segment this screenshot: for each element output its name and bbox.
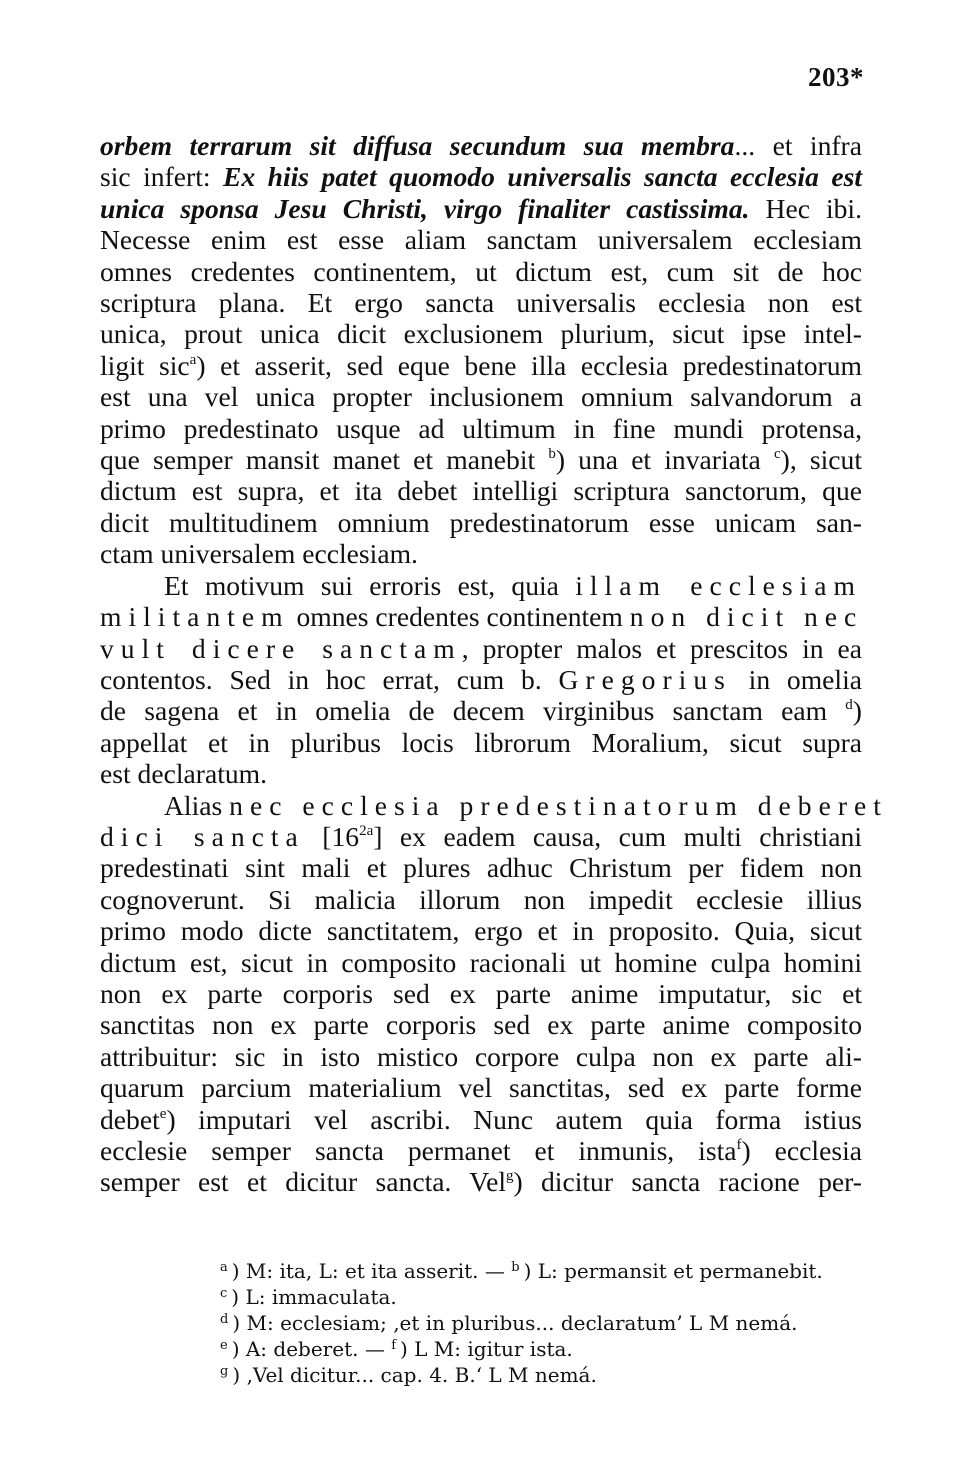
spaced-text: non dicit nec — [629, 601, 864, 633]
footnote-reference: f — [736, 1137, 742, 1153]
footnote — [220, 1258, 860, 1284]
text-line — [100, 633, 862, 664]
text-line — [100, 758, 862, 789]
italic-text: Ex hiis patet quomodo universalis sancta ecclesia est — [222, 161, 862, 193]
footnote — [220, 1336, 860, 1362]
text-line — [100, 664, 862, 695]
text-segment: , propter malos et prescitos in ea — [461, 632, 862, 664]
text-segment: predestinati sint mali et plures adhuc Christum per fidem non — [100, 852, 862, 884]
footnote-mark: c — [220, 1286, 228, 1301]
text-segment: sic infert: — [100, 161, 223, 193]
body-text — [100, 130, 888, 1198]
text-segment: non ex parte corporis sed ex parte anime imputatur, sic et — [100, 977, 862, 1009]
footnote-reference: g — [506, 1168, 514, 1185]
text-segment: ) et asserit, sed eque bene illa ecclesia predestinatorum — [196, 349, 862, 381]
spaced-text: Gregorius — [558, 663, 732, 695]
text-segment: appellat et in pluribus locis librorum Moralium, sicut supra — [100, 726, 862, 758]
text-segment: Necesse enim est esse aliam sanctam universalem ecclesiam — [100, 224, 862, 256]
spaced-text: nec ecclesia predestinatorum deberet — [229, 789, 888, 821]
italic-text: unica sponsa Jesu Christi, virgo finaliter castissima. — [100, 192, 750, 224]
text-line — [100, 727, 862, 758]
text-segment: ) — [852, 695, 862, 727]
text-line — [100, 413, 862, 444]
footnote-text: ) L M: igitur ista. — [400, 1337, 573, 1361]
spaced-text: militantem — [100, 601, 290, 633]
text-segment: ctam universalem ecclesiam. — [100, 538, 418, 570]
text-line — [100, 915, 862, 946]
text-segment: attribuitur: sic in isto mistico corpore culpa non ex parte ali- — [100, 1040, 862, 1072]
text-segment: ligit sic — [100, 349, 190, 381]
text-line — [100, 821, 862, 852]
text-line — [100, 224, 862, 255]
text-line — [100, 1041, 862, 1072]
text-segment: omnes credentes continentem, ut dictum est, cum sit de hoc — [100, 255, 862, 287]
text-line — [100, 947, 862, 978]
text-line — [100, 1166, 862, 1197]
text-line — [100, 130, 862, 161]
text-segment: Et motivum sui erroris est, quia — [164, 569, 576, 601]
text-segment: dicit multitudinem omnium predestinatorum esse unicam san- — [100, 506, 862, 538]
text-line — [100, 1072, 862, 1103]
spaced-text: dici sancta — [100, 820, 305, 852]
text-segment: dictum est, sicut in composito racionali ut homine culpa homini — [100, 946, 862, 978]
footnote-reference: d — [845, 697, 853, 714]
text-segment: debet — [100, 1103, 160, 1135]
text-line — [100, 475, 862, 506]
footnote-mark: e — [220, 1338, 228, 1353]
text-line — [100, 538, 862, 569]
text-segment: ) dicitur sancta racione per- — [513, 1166, 862, 1198]
footnote — [220, 1310, 860, 1336]
footnote-mark: b — [511, 1260, 520, 1275]
text-segment: Alias — [164, 789, 230, 821]
text-segment: est declaratum. — [100, 758, 268, 790]
text-line — [100, 444, 862, 475]
text-segment: omnes credentes continentem — [289, 601, 630, 633]
footnote-mark: g — [220, 1364, 229, 1379]
text-line — [100, 161, 862, 192]
footnote-reference: b — [548, 446, 556, 463]
footnote-reference: 2a — [359, 822, 374, 839]
footnote-text: ) L: immaculata. — [231, 1285, 397, 1309]
text-segment: est una vel unica propter inclusionem omnium salvandorum a — [100, 381, 862, 413]
text-line — [100, 695, 862, 726]
text-line — [100, 318, 862, 349]
text-line — [100, 193, 862, 224]
text-line — [100, 570, 862, 601]
footnote — [220, 1284, 860, 1310]
text-line — [100, 287, 862, 318]
text-segment: dictum est supra, et ita debet intelligi scriptura sanctorum, que — [100, 475, 862, 507]
text-segment: unica, prout unica dicit exclusionem plurium, sicut ipse intel- — [100, 318, 862, 350]
footnote-text: ) M: ita, L: et ita asserit. — — [231, 1259, 512, 1283]
spaced-text: illam ecclesiam — [575, 569, 862, 601]
text-segment: Hec ibi. — [749, 192, 862, 224]
text-segment: primo predestinato usque ad ultimum in fine mundi protensa, — [100, 412, 862, 444]
text-line — [100, 884, 862, 915]
text-segment: cognoverunt. Si malicia illorum non impedit ecclesie illius — [100, 883, 862, 915]
text-line — [100, 789, 888, 821]
text-segment: sanctitas non ex parte corporis sed ex parte anime composito — [100, 1009, 862, 1041]
footnote-reference: a — [189, 351, 197, 368]
footnote-text: ) M: ecclesiam; ‚et in pluribus... declaratum’ L M nemá. — [232, 1311, 798, 1335]
text-segment: in omelia — [731, 663, 862, 695]
footnote-mark: d — [220, 1312, 229, 1327]
text-line — [100, 507, 862, 538]
text-segment: quarum parcium materialium vel sanctitas, sed ex parte forme — [100, 1072, 862, 1104]
text-segment: semper est et dicitur sancta. Vel — [100, 1166, 506, 1198]
text-segment: [16 — [304, 820, 360, 852]
text-line — [100, 601, 862, 632]
text-segment: contentos. Sed in hoc errat, cum b. — [100, 663, 559, 695]
text-segment: ) imputari vel ascribi. Nunc autem quia forma istius — [166, 1103, 862, 1135]
page-number: 203* — [808, 62, 864, 92]
footnote-text: ) ‚Vel dicitur... cap. 4. B.‘ L M nemá. — [232, 1363, 597, 1387]
text-segment: de sagena et in omelia de decem virginibus sanctam eam — [100, 695, 846, 727]
text-segment: ... et infra — [734, 130, 862, 161]
text-line — [100, 978, 862, 1009]
text-line — [100, 256, 862, 287]
footnote-reference: c — [773, 446, 781, 463]
text-line — [100, 852, 862, 883]
text-segment: ecclesie semper sancta permanet et inmunis, ista — [100, 1135, 737, 1166]
text-segment: scriptura plana. Et ergo sancta universalis ecclesia non est — [100, 287, 862, 319]
text-segment: ] ex eadem causa, cum multi christiani — [373, 820, 862, 852]
footnote — [220, 1362, 860, 1388]
text-line — [100, 350, 862, 381]
text-segment: que semper mansit manet et manebit — [100, 444, 549, 476]
footnote-mark: a — [220, 1260, 228, 1275]
italic-text: orbem terrarum sit diffusa secundum sua membra — [100, 130, 735, 161]
text-line — [100, 381, 862, 412]
text-segment: ) ecclesia — [741, 1135, 862, 1166]
footnotes — [220, 1258, 860, 1388]
text-line — [100, 1009, 862, 1040]
text-segment: ) una et invariata — [555, 444, 774, 476]
text-line — [100, 1104, 862, 1135]
footnote-reference: e — [159, 1105, 167, 1122]
footnote-text: ) A: deberet. — — [231, 1337, 392, 1361]
text-segment: primo modo dicte sanctitatem, ergo et in proposito. Quia, sicut — [100, 915, 862, 947]
spaced-text: vult dicere sanctam — [100, 632, 462, 664]
footnote-mark: f — [391, 1338, 396, 1353]
text-line — [100, 1135, 862, 1166]
text-segment: ), sicut — [780, 444, 863, 476]
footnote-text: ) L: permansit et permanebit. — [523, 1259, 823, 1283]
